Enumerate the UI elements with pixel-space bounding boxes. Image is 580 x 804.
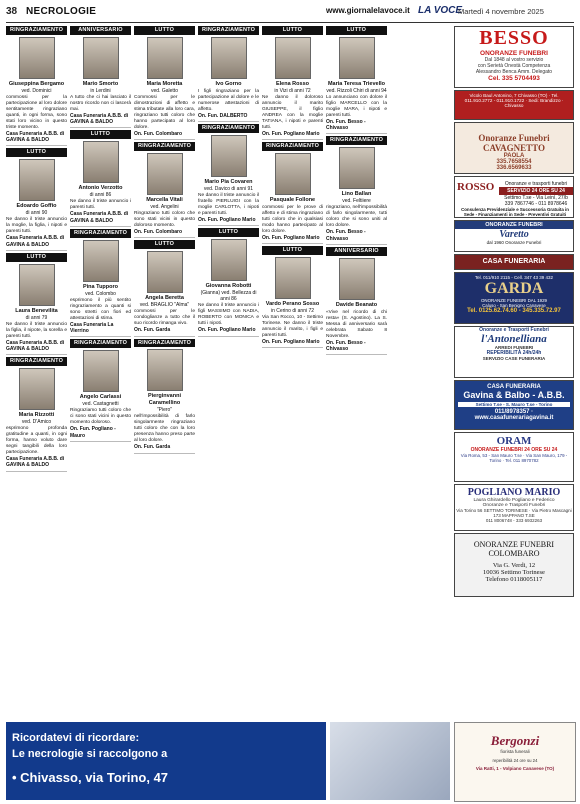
- notice-type: RINGRAZIAMENTO: [134, 339, 195, 348]
- deceased-detail: di anni 86: [89, 192, 112, 199]
- page-number: 38: [6, 6, 18, 17]
- deceased-photo: [19, 368, 55, 410]
- obituary-column-6: [326, 26, 387, 357]
- deceased-photo: [147, 251, 183, 293]
- gavina-phone: 011/8978357 · www.casafunerariagavina.it: [474, 409, 554, 421]
- deceased-name: Giuseppina Bergamo: [8, 80, 65, 87]
- colombaro-city: 10036 Settimo Torinese: [483, 569, 545, 576]
- ad-antonelliana[interactable]: [454, 326, 574, 378]
- cavagnetto-title: Onoranze Funebri CAVAGNETTO: [478, 133, 550, 153]
- obituary-notice: [134, 339, 195, 454]
- notice-text: commossi per le condoglianze a tutto che il suo ricordo rimanga vivo.: [134, 309, 195, 327]
- deceased-name: Vardo Perano Sosso: [265, 300, 320, 307]
- deceased-name: Angela Beretta: [145, 295, 184, 302]
- obituary-notice: [6, 148, 67, 250]
- oram-address: Via Roma, 53 - San Mauro T.se · Via San Mauro, 179 - Torino · Tel. 011 8970782: [460, 453, 568, 463]
- bergonzi-sub: fiorista funerali: [500, 749, 530, 754]
- notice-text: esprimono profonda gratitudine a quanti, in ogni forma, hanno voluto dare segni tangibili della loro partecipazione.: [6, 426, 67, 456]
- ad-pogliano-mario[interactable]: [454, 484, 574, 531]
- bergonzi-hours: reperibilità 24 ore su 24: [492, 758, 538, 763]
- rosso-logo: ROSSO: [457, 181, 495, 193]
- deceased-photo: [211, 239, 247, 281]
- rosso-slogan: Consulenza Previdenziale e Successoria Gratuita in Sede - Finanziamenti in Sede - Preventivi Gratuiti: [461, 207, 569, 217]
- notice-text: nell'impossibilità di farlo singolarmente ringraziano tutti coloro che con la loro presenza hanno preso parte al loro dolore.: [134, 414, 195, 444]
- notice-type: RINGRAZIAMENTO: [198, 26, 259, 35]
- funeral-home: Casa Funeraria La Vierrino: [70, 321, 114, 335]
- section-title: NECROLOGIE: [26, 6, 97, 17]
- ad-casa-funeraria[interactable]: [454, 254, 574, 270]
- funeral-home: On. Fun. Pogliano Mario: [198, 216, 256, 223]
- notice-type: LUTTO: [262, 26, 323, 35]
- notice-text: commossi per la partecipazione al loro dolore sentitamente ringraziano quanti, in ogni forma, sono stati loro vicino in questo triste momento.: [6, 95, 67, 130]
- deceased-name: Ivo Gorno: [215, 80, 242, 87]
- funeral-home: On. Fun. Garda: [134, 327, 171, 334]
- cavagnetto-name: PAOLA: [503, 153, 525, 159]
- notice-type: LUTTO: [198, 228, 259, 237]
- newspaper-brand: LA VOCE: [418, 5, 463, 16]
- besso-phone: Cel. 335 5704493: [488, 75, 540, 82]
- notice-type: LUTTO: [6, 148, 67, 157]
- antonelliana-sub: ARREDI FUNEBRI: [494, 345, 534, 350]
- deceased-name: Maria Rizzotti: [18, 412, 55, 419]
- cavagnetto-phone-1: 335.7658554: [496, 159, 532, 165]
- garda-phone: Tel. 0125.62.74.60 - 345.335.72.97: [467, 308, 561, 314]
- casa-funeraria-title: CASA FUNERARIA: [482, 258, 546, 265]
- rosso-address: Settimo T.se - Via Leinì, 27/b: [504, 195, 568, 201]
- pogliano-phone: 011 8006748 - 333 6932263: [485, 518, 543, 523]
- obituary-column-1: [6, 26, 67, 474]
- funeral-home: Casa Funeraria A.B.B. di GAVINA & BALDO: [70, 211, 129, 224]
- notice-text: Via San Rocco, 10 - Settimo Torinese. Ne danno il triste annuncio il marito, i figli e parenti tutti.: [262, 315, 323, 339]
- deceased-detail: ved. D'Amico: [21, 419, 52, 426]
- deceased-detail: ved. Feltiiere: [342, 198, 371, 205]
- funeral-home: On. Fun. DALBERTO: [198, 112, 248, 119]
- deceased-name: Elena Rosso: [275, 80, 309, 87]
- bergonzi-contact: Via Ratti, 1 - Volpiano Canavese (TO): [475, 766, 555, 771]
- deceased-name: Maria Moretta: [146, 80, 183, 87]
- funeral-home: On. Fun. Pogliano - Mauro: [70, 426, 116, 439]
- varetto-tagline: dal 1960 Onoranze Funebri: [486, 240, 542, 245]
- funeral-home: Casa Funeraria A.B.B. di GAVINA & BALDO: [6, 456, 65, 469]
- deceased-photo: [339, 147, 375, 189]
- deceased-name: Lino Ballan: [341, 191, 372, 198]
- deceased-photo: [147, 153, 183, 195]
- funeral-home: Casa Funeraria A.B.B. di GAVINA & BALDO: [6, 235, 65, 248]
- colombaro-line-2: COLOMBARO: [488, 549, 540, 558]
- funeral-home: Casa Funeraria A.B.B. di GAVINA & BALDO: [6, 130, 65, 144]
- garda-logo: GARDA: [484, 280, 544, 297]
- issue-date: Martedì 4 novembre 2025: [458, 7, 544, 16]
- deceased-name: Edoardo Goffio: [16, 203, 57, 210]
- besso-since: Dal 1848 al vostro servizio: [484, 57, 544, 63]
- obituary-notice: [6, 26, 67, 146]
- obituary-column-2: [70, 26, 131, 444]
- funeral-home: Casa Funeraria A.B.B. di GAVINA & BALDO: [6, 339, 65, 353]
- besso-manager: Alessandro Benca Amm. Delegato: [475, 69, 553, 75]
- notice-type: ANNIVERSARIO: [326, 247, 387, 256]
- funeral-home: On. Fun. Colombaro: [134, 229, 183, 236]
- banner-line-2: Le necrologie si raccolgono a: [12, 748, 168, 760]
- antonelliana-logo: l'Antonelliana: [481, 333, 547, 345]
- notice-text: Ne danno il triste annuncio il fratello PIERLUIGI con la moglie CARLOTTA, i nipoti e parenti tutti.: [198, 192, 259, 216]
- bergonzi-logo: Bergonzi: [490, 733, 540, 748]
- ad-cavagnetto[interactable]: [454, 122, 574, 174]
- reminder-banner: [6, 722, 326, 800]
- site-link[interactable]: www.giornalelavoce.it: [326, 6, 410, 15]
- obituary-notice: [198, 228, 259, 336]
- notice-text: Ne danno il triste annuncio i parenti tutti.: [70, 199, 131, 211]
- gavina-name: Gavina & Balbo - A.B.B.: [463, 390, 565, 400]
- page-header: [6, 2, 574, 23]
- deceased-detail: ved. Dominici: [21, 87, 52, 94]
- deceased-photo: [19, 264, 55, 306]
- ad-rosso[interactable]: [454, 176, 574, 218]
- funeral-home: On. Fun. Besso - Chivasso: [326, 118, 366, 132]
- deceased-name: Pierginvanni Caramellino: [147, 393, 181, 407]
- deceased-photo: [83, 37, 119, 79]
- notice-type: LUTTO: [326, 26, 387, 35]
- funeral-home: On. Fun. Pogliano Mario: [262, 130, 320, 137]
- garda-cities: Caluso - San Benigno Canavese: [482, 303, 546, 308]
- notice-text: Ne danno il triste annuncio i figli MASSIMO con NADIA, ROBERTO con MONICA e tutti i nipoti.: [198, 303, 259, 327]
- banner-photo: [330, 722, 450, 800]
- deceased-photo: [275, 257, 311, 299]
- besso-logo: BESSO: [479, 27, 549, 49]
- notice-text: ringraziano, nell'impossibilità di farlo singolarmente, tutti coloro che si sono uniti al loro dolore.: [326, 205, 387, 229]
- obituary-column-3: [134, 26, 195, 456]
- notice-type: ANNIVERSARIO: [70, 26, 131, 35]
- besso-address: Vicolo Baul Antonino, 7 Chivasso (TO) · Tel. 011.910.2772 - 011.910.1722 · Sedi: Brandizzo · Chivasso: [464, 93, 564, 108]
- obituary-notice: [198, 124, 259, 226]
- notice-text: Ne danno il triste annuncio la figlia, il nipote, la sorella e parenti tutti.: [6, 321, 67, 339]
- obituary-column-5: [262, 26, 323, 350]
- notice-text: «Vive nel ricordo di chi resta» (S. Agostino). La S. Messa di anniversario sarà celebrata Sabato 8 Novembre.: [326, 309, 387, 339]
- funeral-home: On. Fun. Besso - Chivasso: [326, 339, 366, 352]
- ad-varetto[interactable]: [454, 220, 574, 252]
- funeral-home: On. Fun. Pogliano Mario: [198, 327, 256, 334]
- notice-text: Ringraziamo tutti coloro che ci sono stati vicini in questo momento doloroso.: [70, 408, 131, 426]
- notice-text: A tutto che ci hai lasciato il nostro ricordo non ci lascerà mai.: [70, 95, 131, 112]
- garda-sub: ONORANZE FUNEBRI DAL 1929: [481, 298, 547, 303]
- notice-type: RINGRAZIAMENTO: [70, 339, 131, 348]
- deceased-photo: [275, 153, 311, 195]
- colombaro-phone: Telefono 0118005117: [485, 576, 543, 583]
- deceased-detail: ved. Angelini: [150, 203, 179, 210]
- obituary-notice: [262, 246, 323, 348]
- obituary-notice: [326, 26, 387, 134]
- antonelliana-phone: REPERIBILITÀ 24h/24h: [486, 350, 542, 356]
- notice-type: RINGRAZIAMENTO: [6, 26, 67, 35]
- obituary-notice: [70, 26, 131, 128]
- varetto-name: Varetto: [499, 229, 529, 240]
- ad-colombaro[interactable]: [454, 533, 574, 597]
- obituary-notice: [6, 357, 67, 471]
- deceased-name: Angelo Carlassi: [79, 394, 122, 401]
- deceased-detail: di anni 79: [25, 314, 48, 321]
- obituary-notice: [70, 130, 131, 226]
- ad-besso-address: [454, 90, 574, 120]
- notice-text: commossi per le prove di affetto e di stima ringraziano tutti coloro che in qualsiasi modo hanno partecipato al loro dolore.: [262, 204, 323, 234]
- obituary-notice: [326, 136, 387, 244]
- gavina-top: CASA FUNERARIA: [487, 384, 541, 390]
- notice-type: LUTTO: [134, 240, 195, 249]
- obituary-notice: [70, 339, 131, 441]
- deceased-name: Pina Tupporo: [82, 283, 119, 290]
- deceased-name: Mario Pia Covaren: [204, 178, 253, 185]
- notice-text: Commossi per le dimostrazioni di affetto e stima tributate alla loro cara, ringraziano tutti coloro che hanno partecipato al loro dolore.: [134, 95, 195, 130]
- antonelliana-top: Onoranze e Trasporti Funebri: [479, 327, 549, 333]
- deceased-photo: [275, 37, 311, 79]
- colombaro-line-1: ONORANZE FUNEBRI: [473, 540, 555, 549]
- obituary-notice: [198, 26, 259, 122]
- ad-besso[interactable]: [454, 26, 574, 88]
- obituary-notice: [262, 142, 323, 244]
- deceased-photo: [19, 37, 55, 79]
- deceased-detail: ved. Rizzoli Chiri di anni 94: [326, 87, 387, 94]
- deceased-name: Maria Teresa Trievello: [327, 80, 386, 87]
- deceased-detail: ved. BRAGLIO "Alma": [139, 302, 190, 309]
- rosso-service: SERVIZIO 24 ORE SU 24: [499, 187, 573, 195]
- deceased-photo: [19, 159, 55, 201]
- notice-type: LUTTO: [70, 130, 131, 139]
- colombaro-address: Via G. Verdi, 12: [492, 562, 536, 569]
- obituary-notice: [134, 142, 195, 238]
- deceased-name: Mario Smorto: [82, 80, 119, 87]
- obituary-notice: [326, 247, 387, 355]
- rosso-info: [499, 181, 573, 207]
- notice-text: Ne danno il doloroso annuncio il marito GIUSEPPE, il figlio ANDREA con la moglie TATIANA, i nipoti e parenti tutti.: [262, 95, 323, 130]
- deceased-photo: [83, 240, 119, 282]
- notice-type: RINGRAZIAMENTO: [198, 124, 259, 133]
- cavagnetto-phone-2: 336.6569633: [496, 165, 532, 171]
- funeral-home: Casa Funeraria A.B.B. di GAVINA & BALDO: [70, 112, 129, 126]
- pogliano-name: POGLIANO MARIO: [467, 487, 561, 498]
- notice-type: RINGRAZIAMENTO: [326, 136, 387, 145]
- obituary-notice: [134, 240, 195, 336]
- funeral-home: On. Fun. Besso - Chivasso: [326, 229, 366, 242]
- ad-gavina-balbo[interactable]: [454, 380, 574, 430]
- deceased-detail: in Lerdini: [90, 87, 111, 94]
- deceased-detail: "Piero": [156, 407, 173, 414]
- funeral-home: On. Fun. Pogliano Mario: [262, 234, 320, 241]
- antonelliana-service: SERVIZIO CASE FUNERARIA: [482, 356, 546, 361]
- banner-line-1: Ricordatevi di ricordare:: [12, 732, 140, 744]
- deceased-photo: [339, 258, 375, 300]
- pogliano-service: Onoranze e Trasporti Funebri: [482, 503, 546, 508]
- deceased-name: Marcella Vitali: [146, 197, 183, 204]
- deceased-photo: [83, 141, 119, 183]
- notice-text: Ringraziano tutti coloro che sono stati vicini in questo doloroso momento.: [134, 211, 195, 229]
- notice-type: RINGRAZIAMENTO: [70, 229, 131, 238]
- notice-text: esprimono il più sentito ringraziamento a quanti si sono stretti con fiori ed attestazioni di stima.: [70, 297, 131, 321]
- deceased-detail: (Gianna) ved. Bellezza di anni 86: [200, 289, 257, 303]
- deceased-photo: [83, 350, 119, 392]
- pogliano-address: Via Torino 56 SETTIMO TORINESE · Via Pietro Mascagni 173 MAPPANO T.SE: [456, 508, 572, 518]
- deceased-photo: [339, 37, 375, 79]
- deceased-photo: [147, 37, 183, 79]
- notice-type: LUTTO: [6, 253, 67, 262]
- advertisements-column: [454, 26, 574, 599]
- obituary-notice: [6, 253, 67, 355]
- varetto-title: ONORANZE FUNEBRI: [455, 221, 573, 229]
- deceased-photo: [211, 135, 247, 177]
- deceased-name: Antonio Verzotto: [78, 185, 123, 192]
- obituary-notice: [70, 229, 131, 337]
- notice-type: RINGRAZIAMENTO: [262, 142, 323, 151]
- ad-bergonzi[interactable]: [454, 722, 576, 802]
- banner-line-3: • Chivasso, via Torino, 47: [12, 770, 169, 785]
- oram-sub: ONORANZE FUNEBRI 24 ORE SU 24: [470, 447, 558, 453]
- obituary-notice: [134, 26, 195, 140]
- deceased-name: Davide Beanato: [335, 301, 378, 308]
- pogliano-sub: Laura Ghirardello Pogliano e Federico: [473, 498, 555, 503]
- garda-top: Tel. 011/910 2115 - Cell. 347 43 39 432: [474, 275, 554, 280]
- notice-type: RINGRAZIAMENTO: [134, 142, 195, 151]
- obituary-notice: [262, 26, 323, 140]
- deceased-photo: [147, 349, 183, 391]
- deceased-detail: ved. Davico di anni 91: [203, 185, 254, 192]
- oram-logo: ORAM: [496, 435, 532, 447]
- deceased-name: Pasquale Follone: [269, 197, 316, 204]
- deceased-photo: [211, 37, 247, 79]
- deceased-detail: ved. Castagnetti: [82, 401, 119, 408]
- deceased-detail: in Cerino di anni 72: [270, 307, 315, 314]
- rosso-title: Onoranze e trasporti funebri: [504, 181, 568, 187]
- funeral-home: On. Fun. Pogliano Mario: [262, 339, 320, 346]
- besso-subtitle: ONORANZE FUNEBRI: [480, 50, 548, 57]
- notice-text: Lo annunciano con dolore il figlio MARCELLO con la moglie MARA, i nipoti e parenti tutti.: [326, 95, 387, 118]
- notice-type: RINGRAZIAMENTO: [6, 357, 67, 366]
- obituary-column-4: [198, 26, 259, 339]
- deceased-detail: ved. Colombo: [85, 290, 116, 297]
- funeral-home: On. Fun. Garda: [134, 444, 171, 451]
- rosso-phone: 339 7867746 - 011 8978646: [504, 201, 568, 207]
- ad-garda[interactable]: [454, 272, 574, 324]
- deceased-name: Laura Benevilita: [15, 307, 58, 314]
- notice-text: I figli ringraziano per la partecipazione al dolore e le numerose attestazioni di affetto.: [198, 88, 259, 112]
- deceased-detail: ved. Galetto: [151, 87, 178, 94]
- deceased-detail: di anni 90: [25, 210, 48, 217]
- ad-oram[interactable]: [454, 432, 574, 482]
- besso-values: con Serietà Onestà Competenza: [477, 63, 551, 69]
- notice-type: LUTTO: [134, 26, 195, 35]
- funeral-home: On. Fun. Colombaro: [134, 130, 183, 137]
- gavina-sub: Settimo T.se - S. Mauro T.se - Torino: [458, 402, 570, 407]
- deceased-name: Giovanna Robotti: [205, 283, 252, 289]
- deceased-detail: in Vizi di anni 72: [274, 87, 311, 94]
- notice-type: LUTTO: [262, 246, 323, 255]
- notice-text: Ne danno il triste annuncio la moglie, la figlia, i nipoti e parenti tutti.: [6, 217, 67, 235]
